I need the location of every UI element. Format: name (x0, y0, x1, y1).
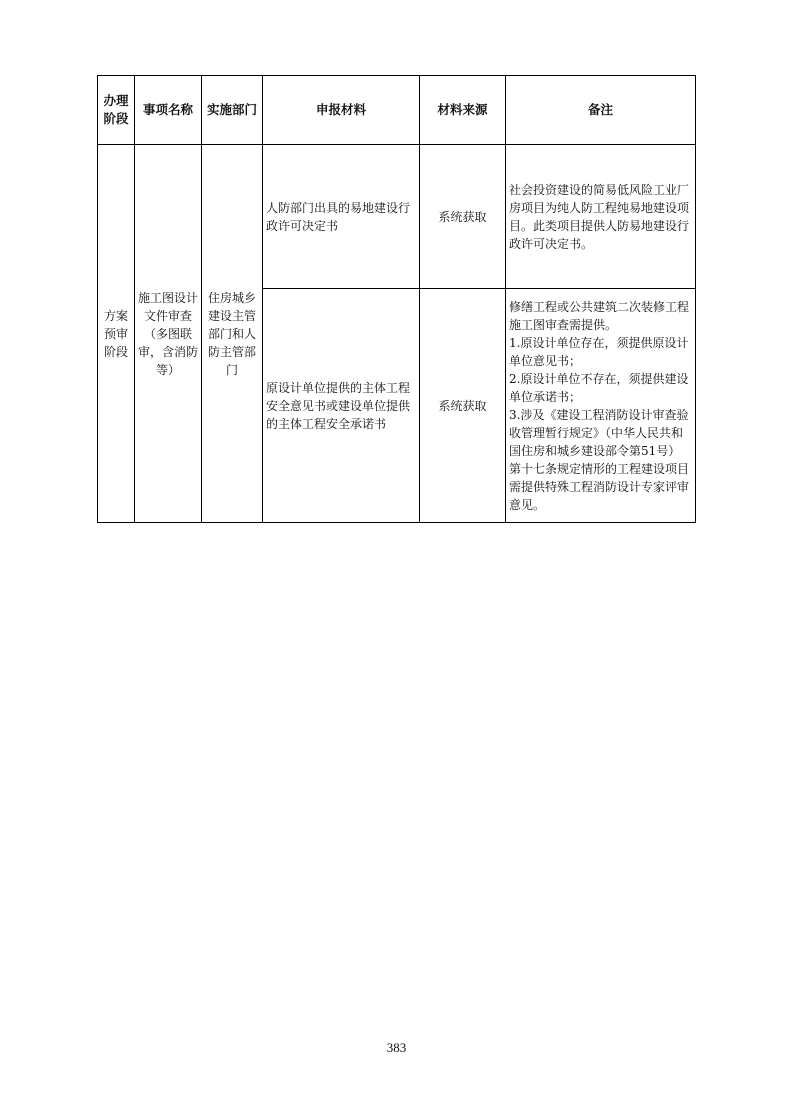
remarks-line: 1.原设计单位存在，须提供原设计单位意见书； (509, 335, 689, 368)
remarks-line: 2.原设计单位不存在，须提供建设单位承诺书； (509, 371, 689, 404)
approval-table (97, 75, 696, 523)
header-remarks: 备注 (506, 76, 696, 145)
stage-cell: 方案预审阶段 (98, 145, 135, 523)
source-cell: 系统获取 (420, 289, 506, 523)
page-number: 383 (386, 1040, 407, 1055)
item-name-cell: 施工图设计文件审查（多图联审，含消防等） (135, 145, 202, 523)
remarks-cell (506, 145, 696, 289)
header-department: 实施部门 (202, 76, 263, 145)
remarks-line: 社会投资建设的简易低风险工业厂房项目为纯人防工程纯易地建设项目。此类项目提供人防易地建设行政许可决定书。 (509, 182, 690, 251)
header-stage: 办理阶段 (98, 76, 135, 145)
header-source: 材料来源 (420, 76, 506, 145)
material-cell: 原设计单位提供的主体工程安全意见书或建设单位提供的主体工程安全承诺书 (263, 289, 420, 523)
source-cell: 系统获取 (420, 145, 506, 289)
remarks-line: 3.涉及《建设工程消防设计审查验收管理暂行规定》（中华人民共和国住房和城乡建设部令第51号）第十七条规定情形的工程建设项目需提供特殊工程消防设计专家评审意见。 (509, 407, 690, 512)
header-materials: 申报材料 (263, 76, 420, 145)
material-cell: 人防部门出具的易地建设行政许可决定书 (263, 145, 420, 289)
header-item-name: 事项名称 (135, 76, 202, 145)
remarks-cell (506, 289, 696, 523)
remarks-line: 修缮工程或公共建筑二次装修工程施工图审查需提供。 (509, 299, 690, 332)
department-cell: 住房城乡建设主管部门和人防主管部门 (202, 145, 263, 523)
table-row (98, 145, 696, 289)
table-header-row (98, 76, 696, 145)
